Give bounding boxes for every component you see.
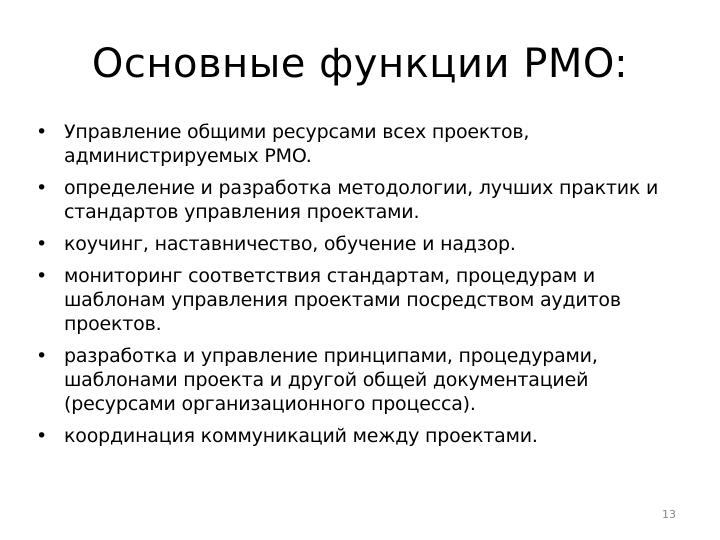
page-number: 13 (662, 508, 676, 521)
bullet-text: координация коммуникаций между проектами. (64, 425, 538, 447)
bullet-text: коучинг, наставничество, обучение и надзор. (64, 233, 516, 255)
bullet-dot-icon: • (36, 233, 48, 255)
bullet-dot-icon: • (36, 177, 48, 199)
bullet-list (36, 120, 686, 456)
bullet-text: определение и разработка методологии, лучших практик и стандартов управления проектами. (64, 177, 659, 223)
bullet-text: Управление общими ресурсами всех проектов, администрируемых PMO. (64, 121, 530, 167)
bullet-dot-icon: • (36, 345, 48, 367)
bullet-text: мониторинг соответствия стандартам, процедурам и шаблонам управления проектами посредством аудитов проектов. (64, 265, 621, 335)
bullet-dot-icon: • (36, 425, 48, 447)
bullet-item-4 (36, 264, 686, 336)
bullet-item-1 (36, 120, 686, 168)
bullet-item-2 (36, 176, 686, 224)
slide-title: Основные функции PMO: (91, 41, 629, 87)
bullet-dot-icon: • (36, 121, 48, 143)
bullet-dot-icon: • (36, 265, 48, 287)
bullet-item-3 (36, 232, 686, 256)
bullet-text: разработка и управление принципами, процедурами, шаблонами проекта и другой общей документацией (ресурсами организационного процесса). (64, 345, 598, 415)
bullet-item-5 (36, 344, 686, 416)
bullet-item-6 (36, 424, 686, 448)
